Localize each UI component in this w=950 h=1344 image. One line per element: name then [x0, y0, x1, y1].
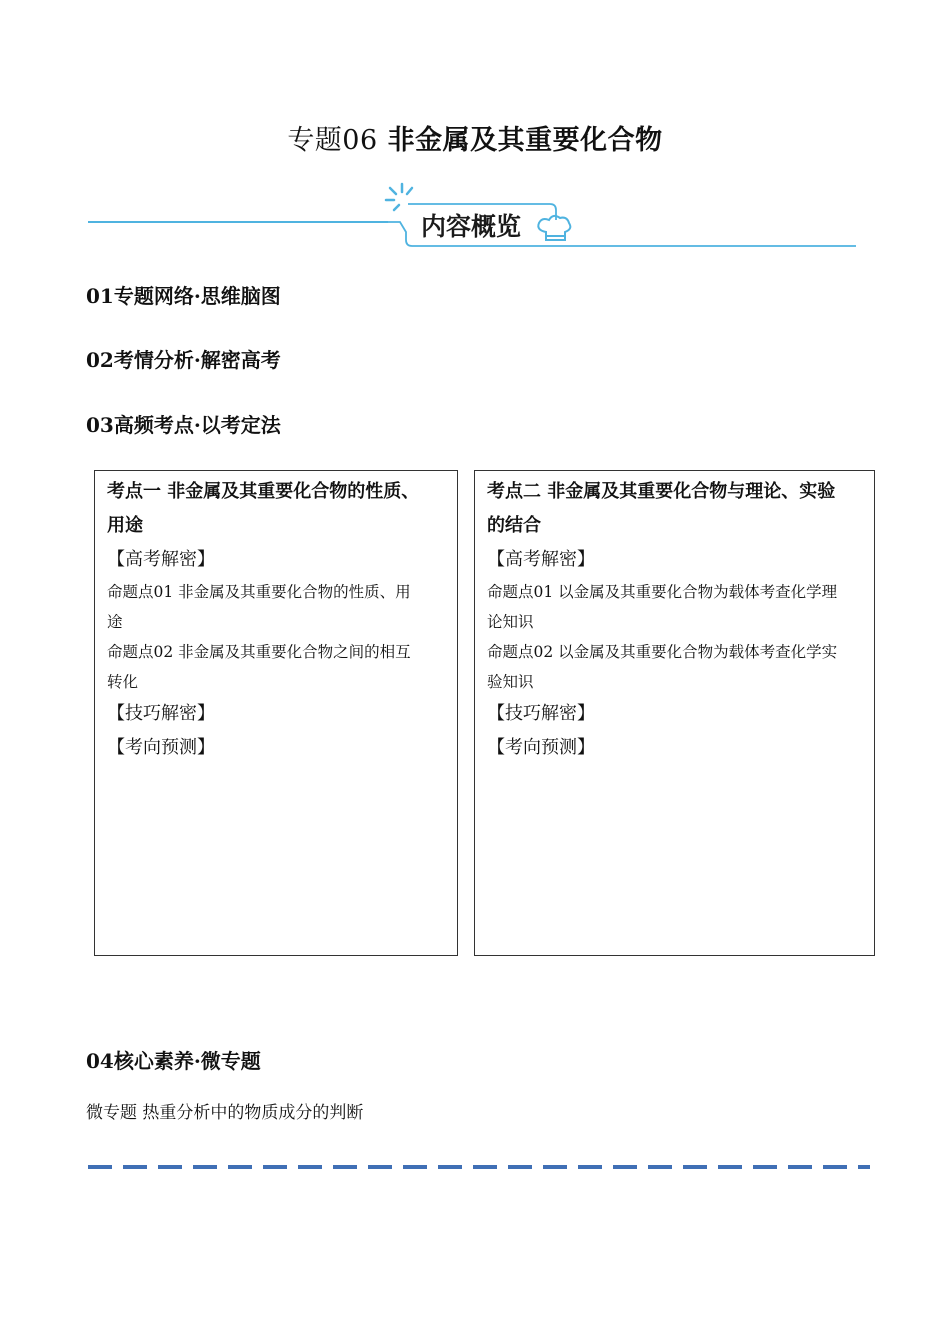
title-main: 非金属及其重要化合物	[387, 125, 663, 156]
page-title	[0, 118, 950, 157]
tag-prediction: 【考向预测】	[487, 737, 595, 758]
tag-gaokao-analysis: 【高考解密】	[487, 549, 595, 570]
section-01: 01专题网络·思维脑图	[86, 284, 281, 308]
proposition-point-1: 命题点01 非金属及其重要化合物的性质、用 途	[107, 583, 411, 631]
micro-topic: 微专题 热重分析中的物质成分的判断	[86, 1103, 364, 1123]
exam-point-2-title: 考点二 非金属及其重要化合物与理论、实验 的结合	[487, 481, 836, 536]
proposition-point-2: 命题点02 非金属及其重要化合物之间的相互 转化	[107, 643, 411, 691]
tag-skills: 【技巧解密】	[107, 703, 215, 724]
banner-label: 内容概览	[421, 213, 522, 241]
chef-hat-icon	[538, 216, 570, 240]
proposition-point-1: 命题点01 以金属及其重要化合物为载体考查化学理 论知识	[487, 583, 838, 631]
section-03: 03高频考点·以考定法	[86, 413, 281, 437]
title-prefix: 专题06	[287, 125, 378, 156]
exam-point-2-box	[474, 470, 875, 956]
section-02: 02考情分析·解密高考	[86, 348, 281, 372]
exam-point-1-box	[94, 470, 458, 956]
proposition-point-2: 命题点02 以金属及其重要化合物为载体考查化学实 验知识	[487, 643, 838, 691]
tag-skills: 【技巧解密】	[487, 703, 595, 724]
section-04: 04核心素养·微专题	[86, 1049, 261, 1073]
tag-prediction: 【考向预测】	[107, 737, 215, 758]
tag-gaokao-analysis: 【高考解密】	[107, 549, 215, 570]
content-overview-banner	[88, 180, 863, 252]
dashed-divider	[88, 1163, 870, 1171]
exam-point-1-title: 考点一 非金属及其重要化合物的性质、 用途	[107, 481, 420, 536]
sparkle-icon	[386, 184, 412, 210]
